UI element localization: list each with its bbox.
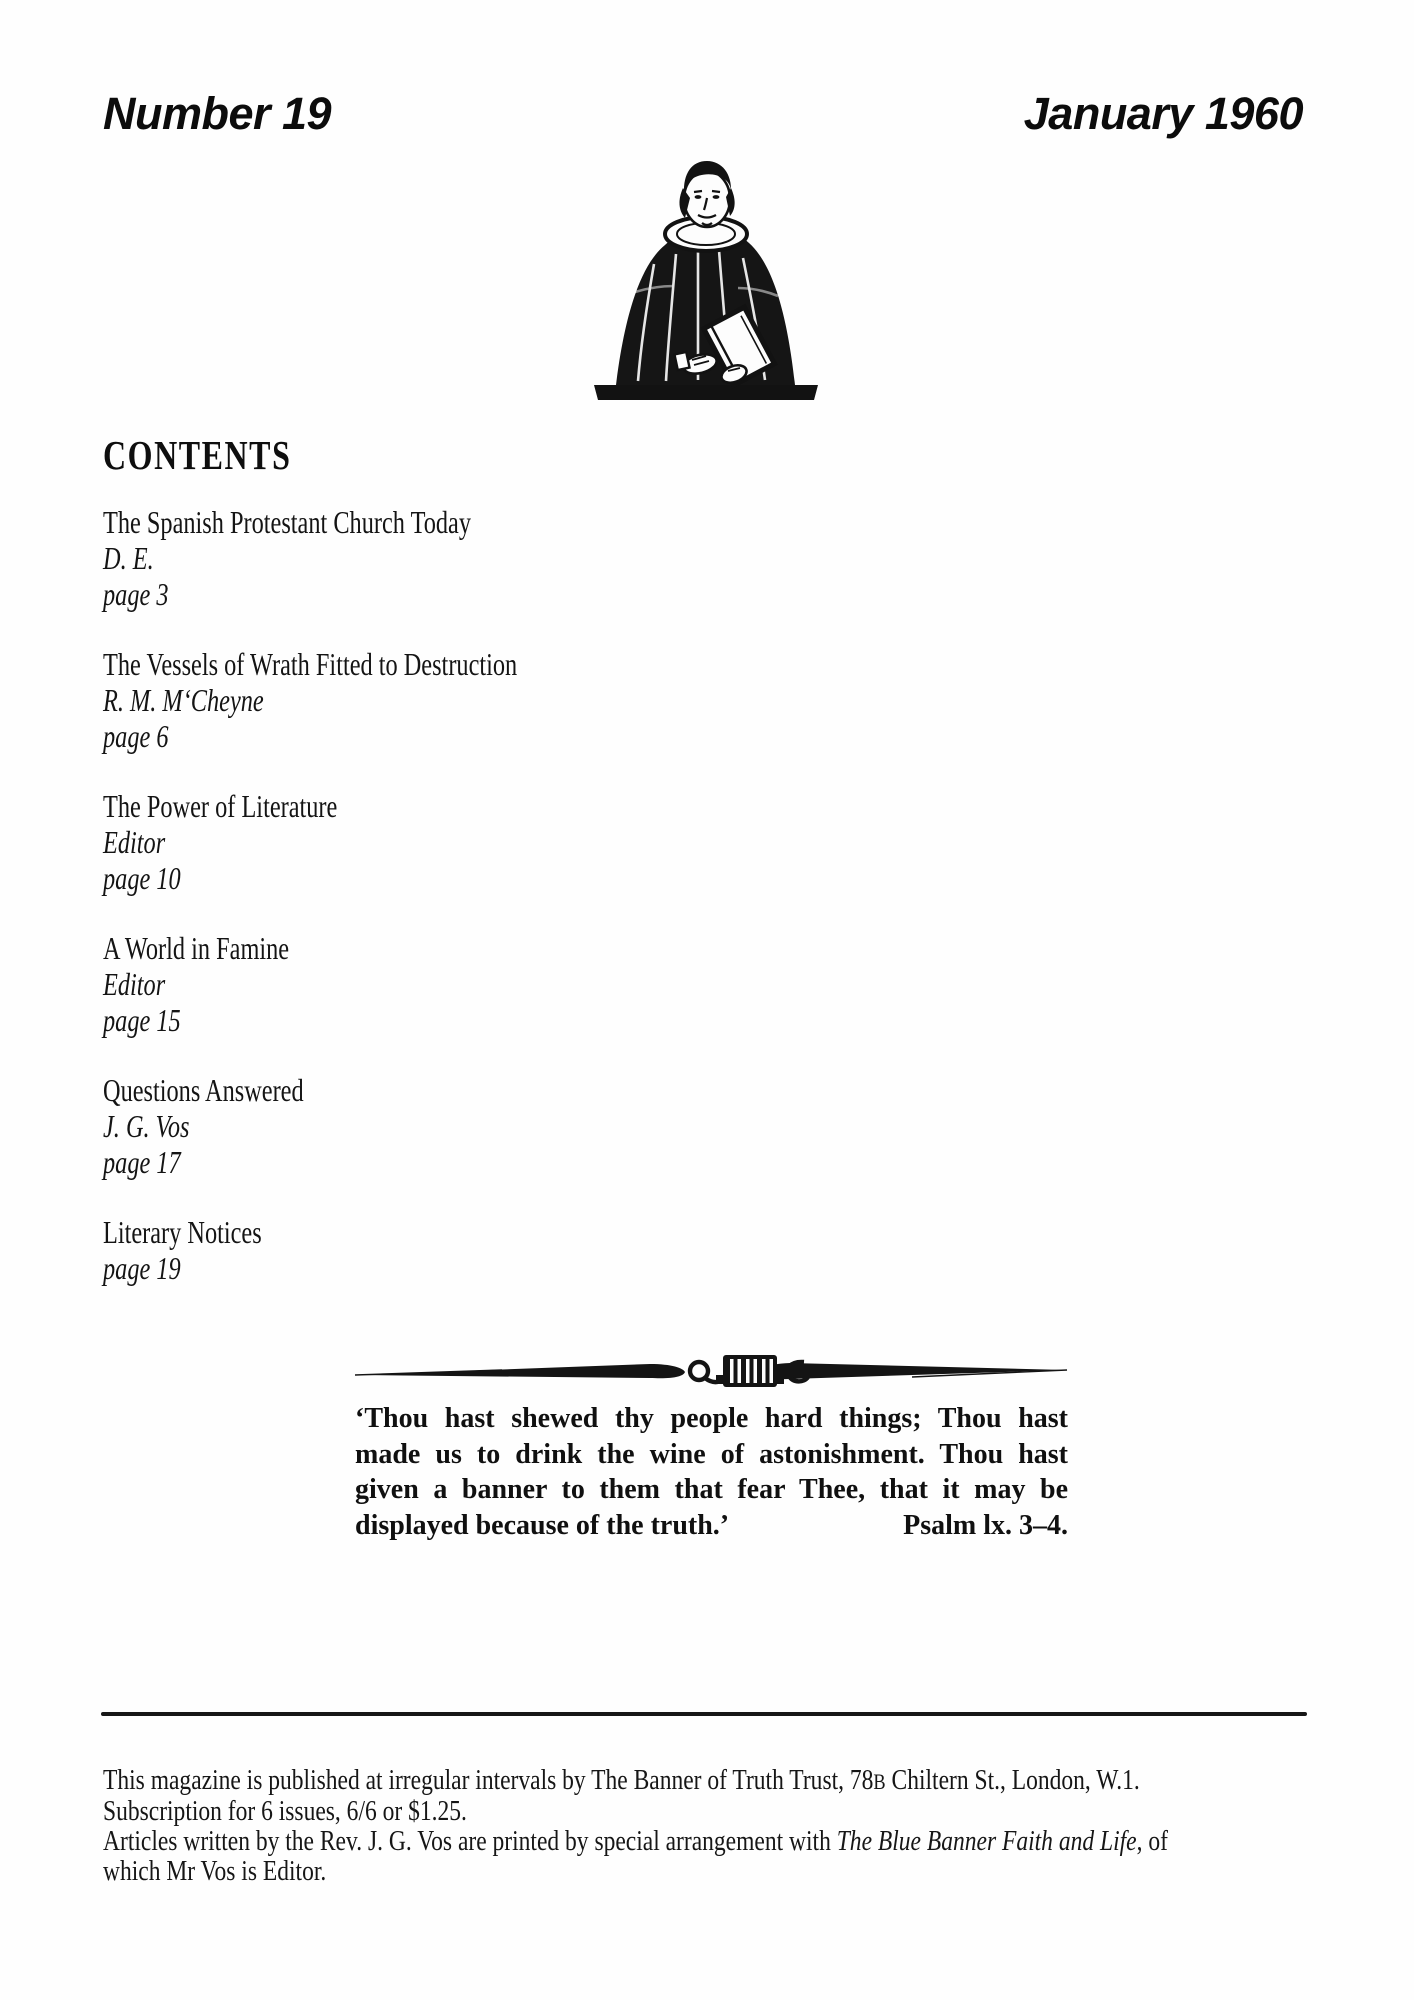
- toc-entry-author: R. M. M‘Cheyne: [103, 682, 264, 718]
- quote-line: ‘Thou hast shewed thy people hard things; Thou hast: [355, 1403, 1068, 1434]
- text-run: Subscription for 6 issues, 6/6 or $1.25.: [103, 1796, 467, 1827]
- contents-heading: CONTENTS: [103, 432, 292, 478]
- footer: [103, 1766, 1363, 1887]
- toc-entry-author: J. G. Vos: [103, 1108, 190, 1144]
- contents-list: [103, 504, 517, 1320]
- toc-entry-page: page 17: [103, 1144, 181, 1180]
- toc-entry: [103, 646, 517, 754]
- footer-line: [103, 1797, 1363, 1827]
- toc-entry-title: Literary Notices: [103, 1214, 262, 1250]
- page-header: [103, 88, 1303, 140]
- toc-entry-title: A World in Famine: [103, 930, 290, 966]
- toc-entry-page: page 10: [103, 860, 181, 896]
- toc-entry-title: The Spanish Protestant Church Today: [103, 504, 472, 540]
- toc-entry-author: D. E.: [103, 540, 154, 576]
- toc-entry-title: The Power of Literature: [103, 788, 338, 824]
- quote-last-line: displayed because of the truth.’: [355, 1509, 730, 1541]
- text-run: The Blue Banner Faith and Life: [836, 1826, 1137, 1857]
- toc-entry: [103, 930, 517, 1038]
- toc-entry: [103, 504, 517, 612]
- toc-entry-page: page 15: [103, 1002, 181, 1038]
- quote-block: [355, 1401, 1068, 1543]
- text-run: , of: [1136, 1826, 1168, 1857]
- text-run: B: [873, 1770, 886, 1794]
- text-run: Chiltern St., London, W.1.: [885, 1765, 1140, 1796]
- toc-entry-page: page 6: [103, 718, 169, 754]
- toc-entry-author: Editor: [103, 824, 166, 860]
- toc-entry-author: Editor: [103, 966, 166, 1002]
- puritan-engraving: [588, 152, 824, 406]
- quote-line: given a banner to them that fear Thee, that it may be: [355, 1474, 1068, 1505]
- toc-entry: [103, 788, 517, 896]
- footer-line: [103, 1827, 1363, 1857]
- quote-line: made us to drink the wine of astonishment. Thou hast: [355, 1438, 1068, 1470]
- issue-date: January 1960: [1023, 88, 1303, 139]
- toc-entry: [103, 1214, 517, 1286]
- text-run: Articles written by the Rev. J. G. Vos are printed by special arrangement with: [103, 1826, 837, 1857]
- toc-entry-title: Questions Answered: [103, 1072, 304, 1108]
- toc-entry-title: The Vessels of Wrath Fitted to Destruction: [103, 646, 518, 682]
- toc-entry: [103, 1072, 517, 1180]
- footer-line: [103, 1857, 1363, 1887]
- ornament-divider: [352, 1350, 1070, 1392]
- quote-attribution: Psalm lx. 3–4.: [903, 1509, 1068, 1541]
- toc-entry-page: page 19: [103, 1250, 181, 1286]
- toc-entry-page: page 3: [103, 576, 169, 612]
- text-run: This magazine is published at irregular intervals by The Banner of Truth Trust, 78: [103, 1765, 874, 1796]
- text-run: which Mr Vos is Editor.: [103, 1856, 327, 1887]
- footer-line: [103, 1766, 1363, 1797]
- issue-number: Number 19: [103, 88, 332, 139]
- footer-rule: [101, 1712, 1307, 1716]
